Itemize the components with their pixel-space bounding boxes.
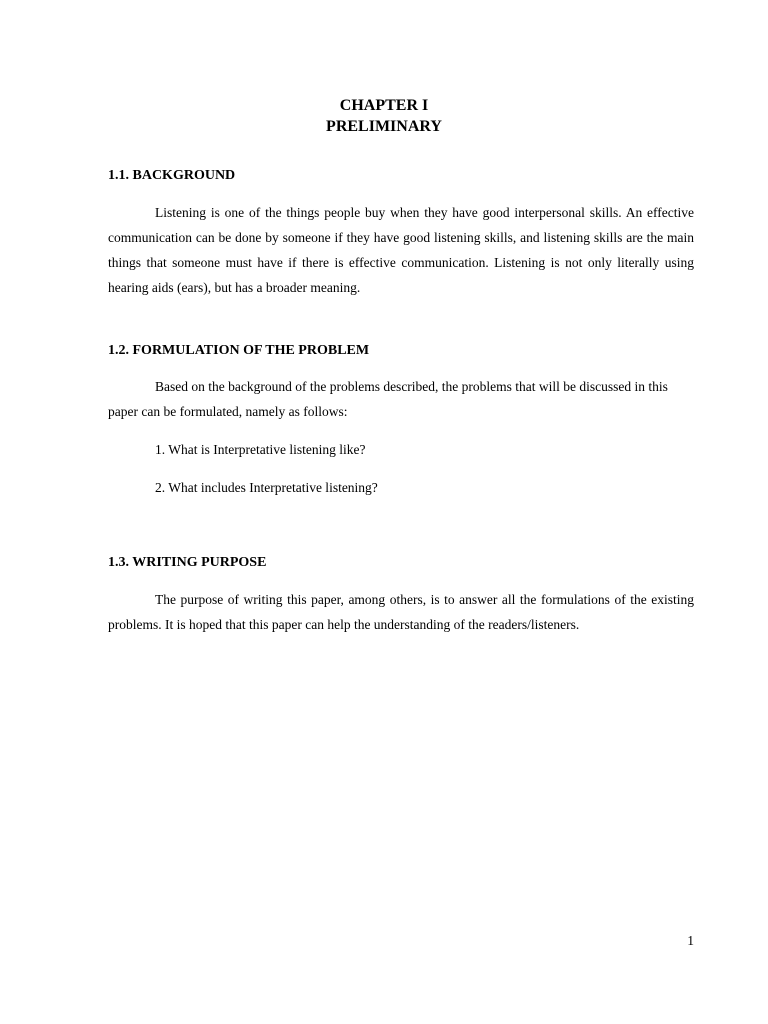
chapter-title: PRELIMINARY xyxy=(326,118,442,135)
chapter-number: CHAPTER I xyxy=(339,97,429,114)
formulation-paragraph: Based on the background of the problems described, the problems that will be discussed in this paper can be formulated, namely as follows: xyxy=(108,379,668,419)
background-paragraph: Listening is one of the things people buy when they have good interpersonal skills. An effective communication can be done by someone if they have good listening skills, and listening skills are the main things that someone must have if there is effective communication. Listening is not only literally using hearing aids (ears), but has a broader meaning. xyxy=(108,205,694,295)
section-heading-background: 1.1. BACKGROUND xyxy=(108,168,236,183)
writing-purpose-paragraph: The purpose of writing this paper, among others, is to answer all the formulations of the existing problems. It is hoped that this paper can help the understanding of the readers/listeners. xyxy=(108,592,694,632)
problem-list-item: 2. What includes Interpretative listening? xyxy=(155,480,378,495)
section-heading-writing-purpose: 1.3. WRITING PURPOSE xyxy=(108,555,267,570)
section-heading-formulation: 1.2. FORMULATION OF THE PROBLEM xyxy=(108,343,370,358)
problem-list-item: 1. What is Interpretative listening like? xyxy=(155,442,366,457)
page-number: 1 xyxy=(687,933,694,948)
